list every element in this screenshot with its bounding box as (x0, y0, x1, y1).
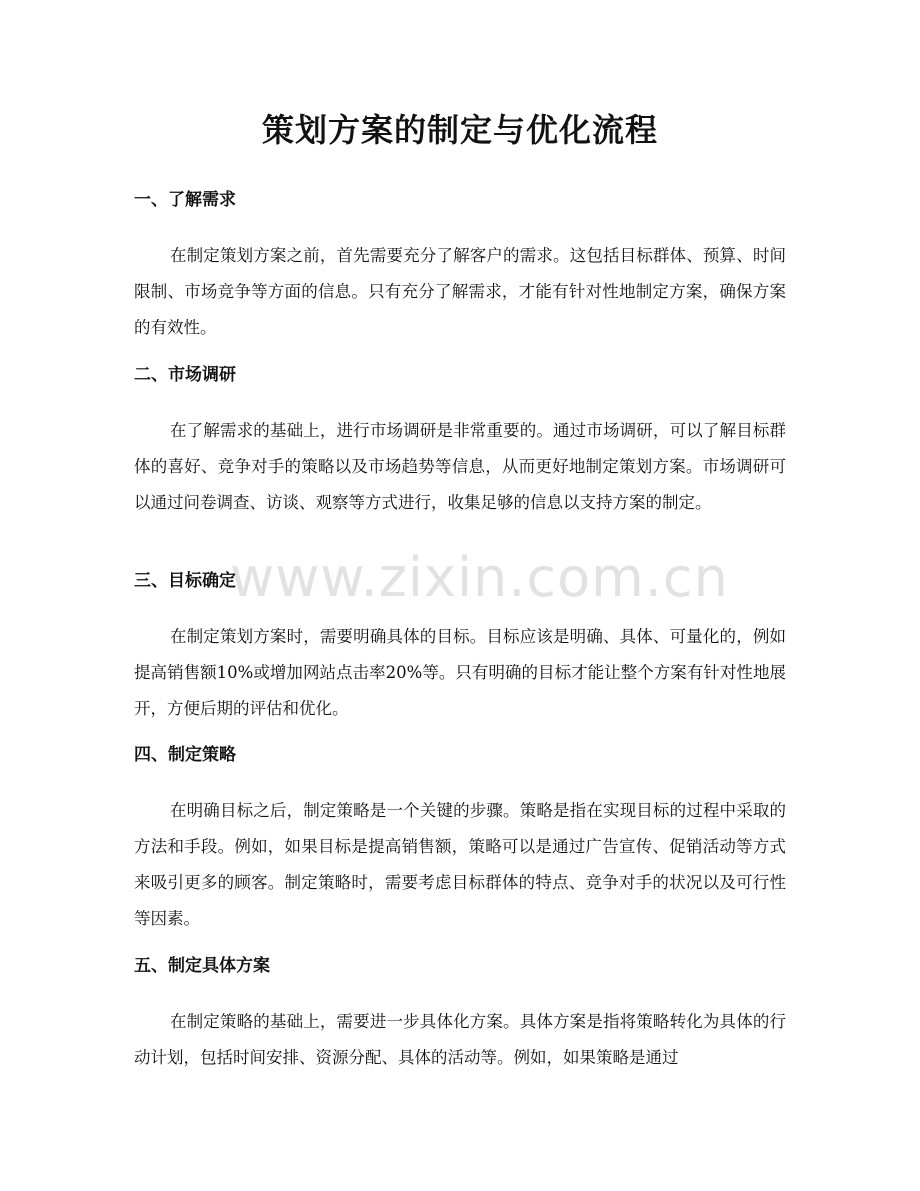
section-heading: 三、目标确定 (134, 571, 236, 591)
section-3 (134, 569, 786, 727)
section-4 (134, 743, 786, 937)
section-heading: 四、制定策略 (134, 745, 236, 765)
section-paragraph: 在制定策划方案之前，首先需要充分了解客户的需求。这包括目标群体、预算、时间限制、市场竞争等方面的信息。只有充分了解需求，才能有针对性地制定方案，确保方案的有效性。 (134, 246, 786, 337)
section-paragraph: 在了解需求的基础上，进行市场调研是非常重要的。通过市场调研，可以了解目标群体的喜好、竞争对手的策略以及市场趋势等信息，从而更好地制定策划方案。市场调研可以通过问卷调查、访谈、观察等方式进行，收集足够的信息以支持方案的制定。 (134, 421, 786, 512)
watermark: www.zixin.com.cn (230, 546, 729, 609)
section-1 (134, 188, 786, 346)
section-paragraph: 在制定策略的基础上，需要进一步具体化方案。具体方案是指将策略转化为具体的行动计划，包括时间安排、资源分配、具体的活动等。例如，如果策略是通过 (134, 1012, 786, 1067)
section-heading: 一、了解需求 (134, 190, 236, 210)
document-title: 策划方案的制定与优化流程 (261, 111, 658, 149)
section-heading: 五、制定具体方案 (134, 956, 270, 976)
section-2 (134, 363, 786, 521)
section-5 (134, 954, 786, 1076)
section-paragraph: 在制定策划方案时，需要明确具体的目标。目标应该是明确、具体、可量化的，例如提高销售额10%或增加网站点击率20%等。只有明确的目标才能让整个方案有针对性地展开，方便后期的评估和优化。 (134, 627, 786, 718)
section-heading: 二、市场调研 (134, 365, 236, 385)
section-paragraph: 在明确目标之后，制定策略是一个关键的步骤。策略是指在实现目标的过程中采取的方法和手段。例如，如果目标是提高销售额，策略可以是通过广告宣传、促销活动等方式来吸引更多的顾客。制定策略时，需要考虑目标群体的特点、竞争对手的状况以及可行性等因素。 (134, 801, 786, 928)
